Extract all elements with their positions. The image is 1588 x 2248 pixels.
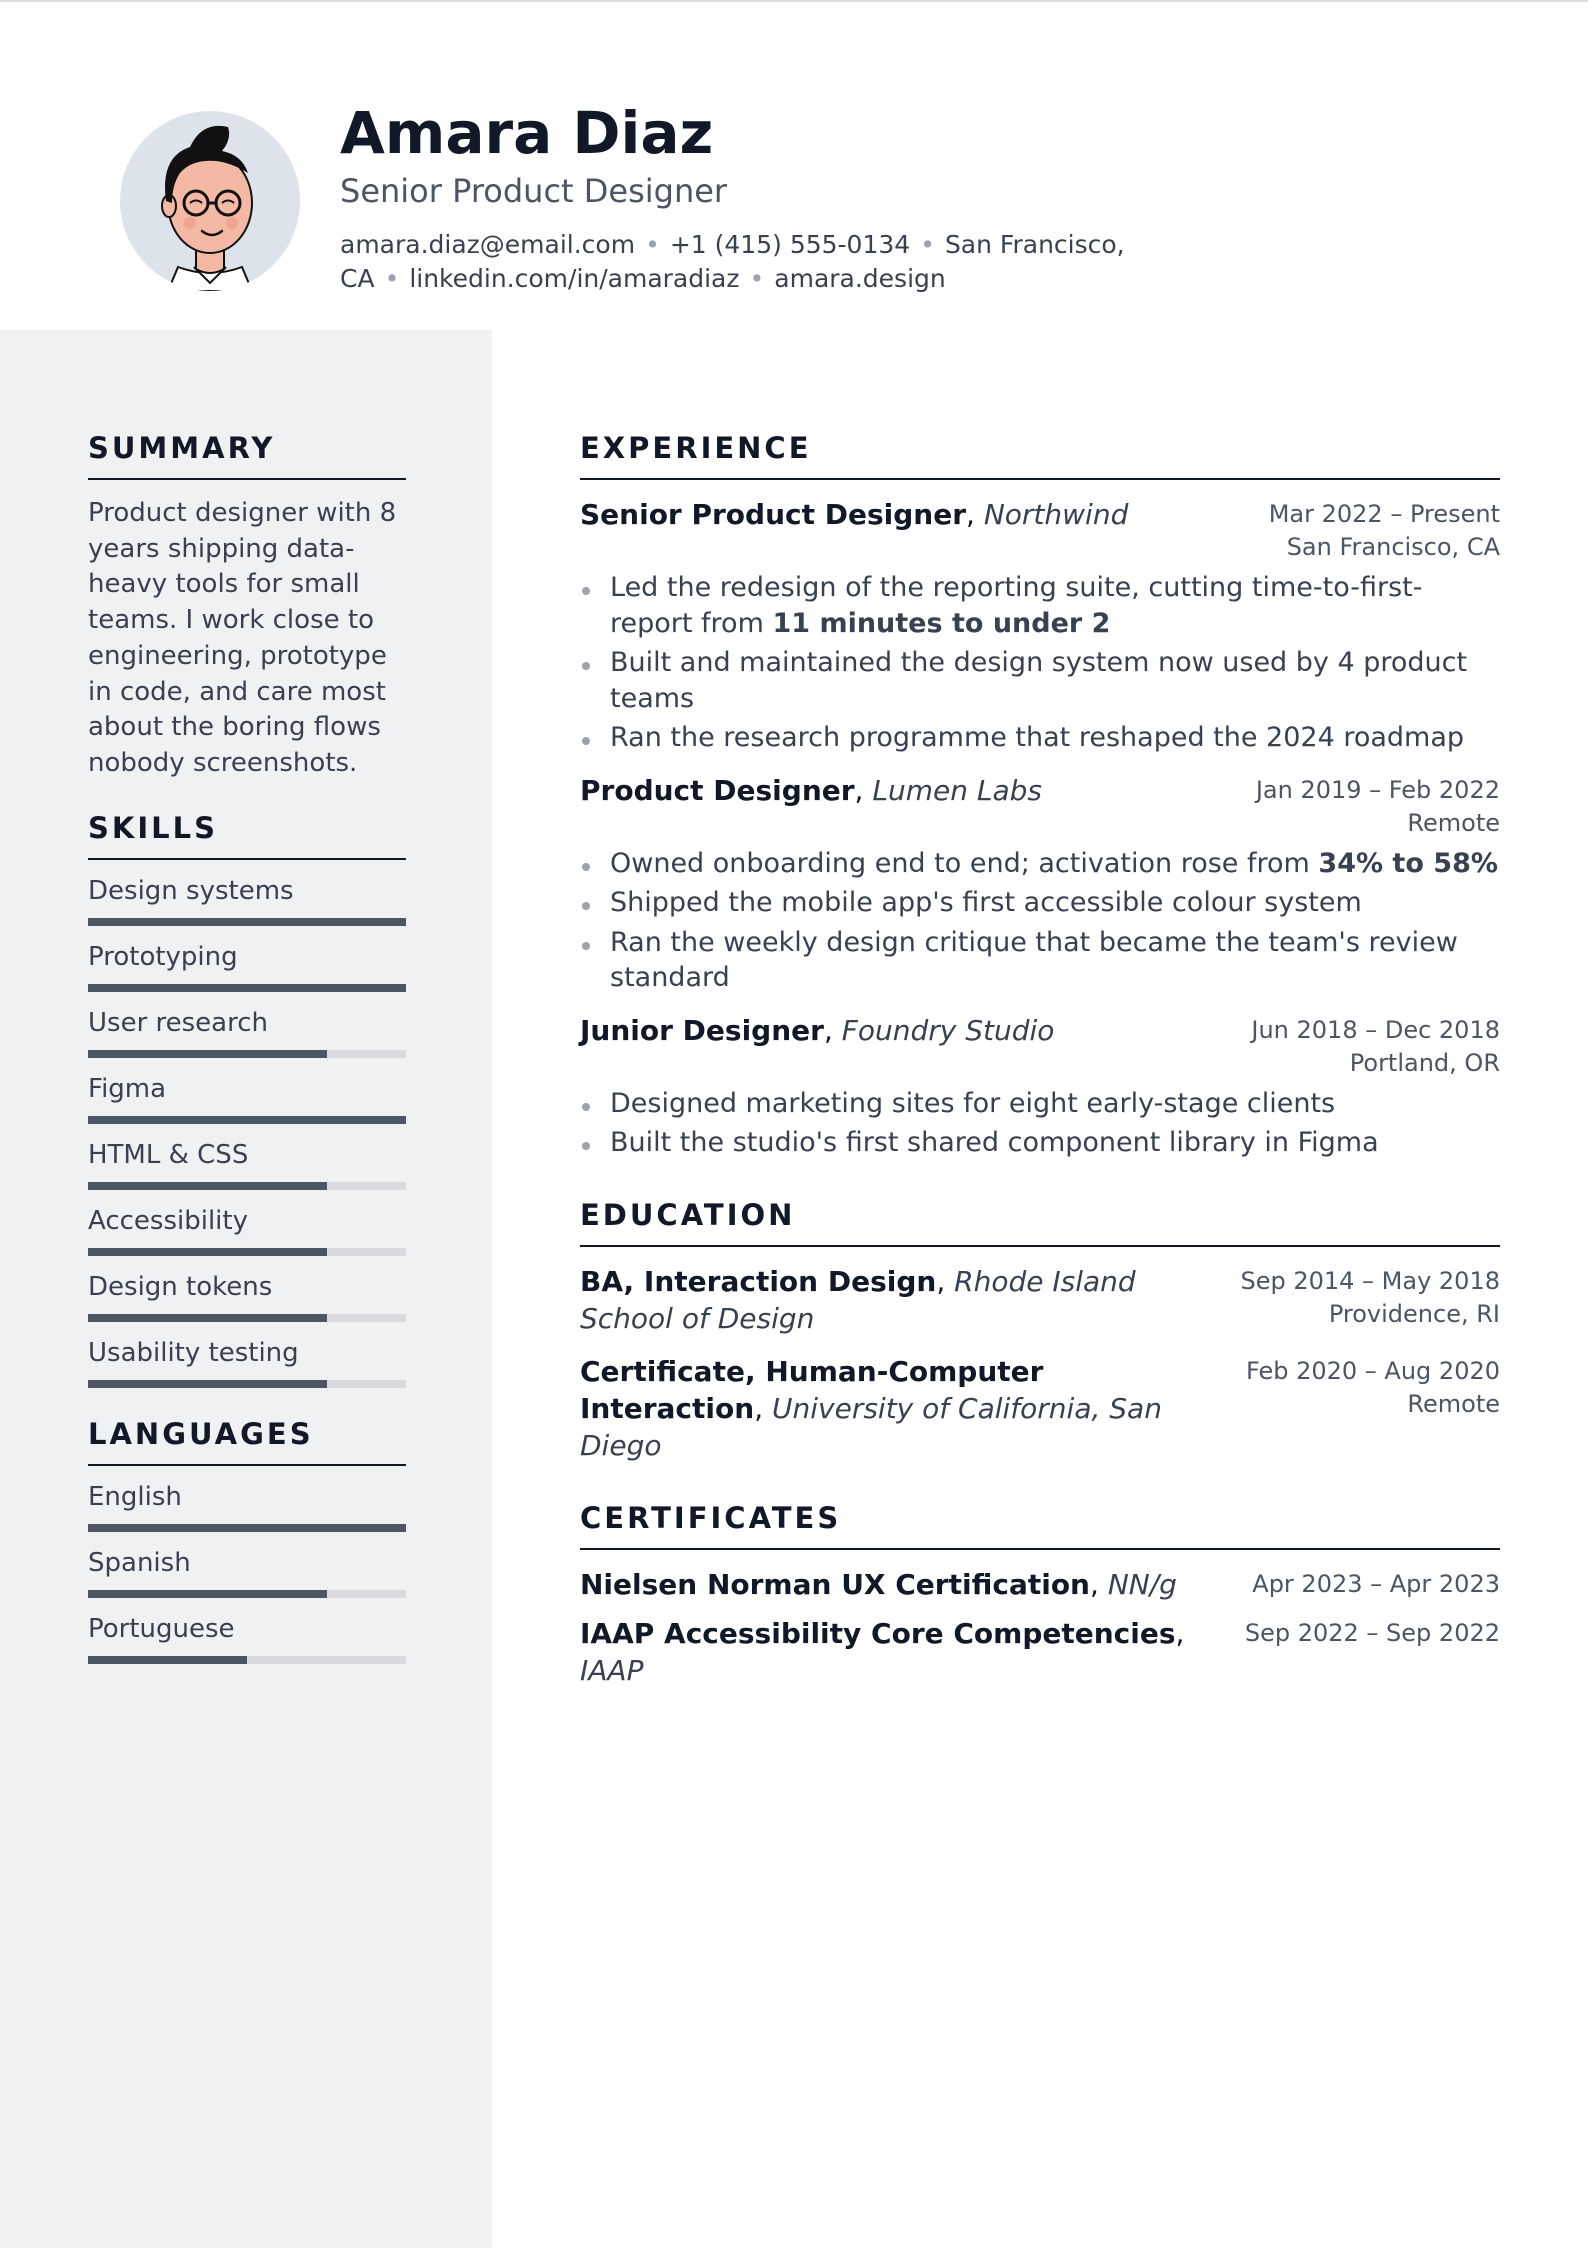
experience-entry — [580, 1012, 1500, 1161]
skill-level-bar — [88, 1182, 406, 1190]
language-level-fill — [88, 1656, 247, 1664]
entry-header — [580, 1012, 1500, 1080]
candidate-name: Amara Diaz — [340, 99, 714, 167]
skill-name: Design tokens — [88, 1271, 273, 1302]
skill-name: Prototyping — [88, 941, 238, 972]
certificates-heading: CERTIFICATES — [580, 1500, 1500, 1550]
entry-meta — [1269, 496, 1500, 564]
entry-title: Certificate, Human-Computer Interaction, University of California, San Diego — [580, 1354, 1162, 1462]
main-content — [580, 430, 1500, 1689]
certificates-section — [580, 1500, 1500, 1689]
job-dates: Jan 2019 – Feb 2022 — [1255, 775, 1500, 804]
education-dates: Sep 2014 – May 2018 — [1240, 1266, 1500, 1295]
contact-separator: • — [645, 230, 660, 259]
job-bullet: Designed marketing sites for eight early-stage clients — [580, 1086, 1500, 1122]
education-entry — [580, 1263, 1500, 1337]
entry-meta — [1246, 1353, 1500, 1421]
language-name: English — [88, 1481, 182, 1512]
entry-title: Product Designer, Lumen Labs — [580, 773, 1042, 807]
sidebar — [0, 330, 492, 2248]
education-dates: Feb 2020 – Aug 2020 — [1245, 1356, 1500, 1385]
job-bullet: Led the redesign of the reporting suite, cutting time-to-first-report from 11 minutes to under 2 — [580, 570, 1500, 641]
job-bullet: Built the studio's first shared component library in Figma — [580, 1125, 1500, 1161]
entry-header — [580, 772, 1500, 840]
contact-separator: • — [384, 264, 400, 293]
job-company: Northwind — [983, 498, 1129, 531]
skill-level-bar — [88, 1050, 406, 1058]
job-position: Product Designer — [580, 773, 855, 807]
entry-title: Nielsen Norman UX Certification, NN/g — [580, 1567, 1177, 1601]
avatar — [120, 111, 300, 291]
skill-item — [88, 1336, 406, 1388]
contact-separator: • — [749, 264, 765, 293]
language-level-fill — [88, 1590, 327, 1598]
job-location: San Francisco, CA — [1286, 533, 1500, 561]
education-location: Remote — [1407, 1389, 1500, 1418]
job-location: Portland, OR — [1349, 1048, 1500, 1077]
contact-email[interactable]: amara.diaz@email.com — [340, 230, 636, 259]
entry-meta — [1240, 1263, 1500, 1331]
certificate-dates: Sep 2022 – Sep 2022 — [1244, 1618, 1500, 1647]
skill-level-fill — [88, 1248, 327, 1256]
entry-meta — [1256, 772, 1500, 840]
school: Rhode Island School of Design — [580, 1264, 1136, 1335]
skill-level-fill — [88, 1182, 327, 1190]
avatar-illustration — [120, 111, 300, 291]
skill-level-bar — [88, 918, 406, 926]
entry-meta — [1251, 1012, 1500, 1080]
entry-header — [580, 1566, 1500, 1603]
experience-entry — [580, 772, 1500, 996]
education-location: Providence, RI — [1328, 1299, 1500, 1328]
bullet-highlight: 34% to 58% — [1318, 847, 1498, 879]
degree: BA, Interaction Design — [580, 1264, 937, 1298]
top-divider — [0, 0, 1588, 2]
skill-level-fill — [88, 1050, 327, 1058]
language-item — [88, 1546, 406, 1598]
summary-text: Product designer with 8 years shipping data-heavy tools for small teams. I work close to engineering, prototype in code, and care most about the boring flows nobody screenshots. — [88, 498, 397, 778]
skills-heading: SKILLS — [88, 810, 406, 860]
certificate-entry — [580, 1615, 1500, 1689]
skill-item — [88, 940, 406, 992]
entry-header — [580, 1263, 1500, 1337]
skill-level-bar — [88, 984, 406, 992]
skill-level-fill — [88, 1116, 406, 1124]
job-bullets — [580, 570, 1500, 756]
experience-entry — [580, 496, 1500, 756]
language-name: Portuguese — [88, 1613, 235, 1644]
skill-name: HTML & CSS — [88, 1139, 249, 1170]
job-position: Junior Designer — [580, 1013, 824, 1047]
education-heading: EDUCATION — [580, 1197, 1500, 1247]
skill-level-fill — [88, 918, 406, 926]
school: University of California, San Diego — [580, 1391, 1162, 1462]
skill-level-bar — [88, 1116, 406, 1124]
entry-title: IAAP Accessibility Core Competencies, IAAP — [580, 1616, 1185, 1687]
skill-item — [88, 874, 406, 926]
skill-item — [88, 1072, 406, 1124]
entry-header — [580, 1615, 1500, 1689]
sidebar-content — [88, 430, 406, 1664]
certificate-issuer: NN/g — [1107, 1567, 1177, 1601]
education-section — [580, 1197, 1500, 1464]
skill-level-fill — [88, 1314, 327, 1322]
skill-level-fill — [88, 984, 406, 992]
language-level-bar — [88, 1524, 406, 1532]
language-level-bar — [88, 1656, 406, 1664]
entry-title: Senior Product Designer, Northwind — [580, 498, 1129, 531]
skill-level-fill — [88, 1380, 327, 1388]
certificate-name: IAAP Accessibility Core Competencies — [580, 1616, 1176, 1650]
language-level-bar — [88, 1590, 406, 1598]
entry-title: Junior Designer, Foundry Studio — [580, 1013, 1055, 1047]
summary-heading: SUMMARY — [88, 430, 406, 480]
education-entry — [580, 1353, 1500, 1464]
language-level-fill — [88, 1524, 406, 1532]
skill-item — [88, 1006, 406, 1058]
experience-heading: EXPERIENCE — [580, 430, 1500, 480]
contact-linkedin[interactable]: linkedin.com/in/amaradiaz — [409, 264, 740, 293]
job-bullet: Owned onboarding end to end; activation rose from 34% to 58% — [580, 846, 1500, 882]
job-bullet: Shipped the mobile app's first accessible colour system — [580, 885, 1500, 921]
languages-section — [88, 1416, 406, 1664]
language-item — [88, 1612, 406, 1664]
language-name: Spanish — [88, 1547, 191, 1578]
certificate-name: Nielsen Norman UX Certification — [580, 1567, 1090, 1601]
skill-name: Accessibility — [88, 1205, 248, 1236]
contact-website[interactable]: amara.design — [774, 264, 946, 293]
degree: Certificate, Human-Computer Interaction — [580, 1354, 1044, 1425]
skill-item — [88, 1138, 406, 1190]
job-company: Foundry Studio — [841, 1013, 1055, 1047]
entry-title: BA, Interaction Design, Rhode Island School of Design — [580, 1264, 1136, 1335]
job-company: Lumen Labs — [872, 773, 1042, 807]
skills-list — [88, 874, 406, 1388]
skill-level-bar — [88, 1314, 406, 1322]
job-bullets — [580, 846, 1500, 996]
skill-item — [88, 1270, 406, 1322]
contact-line — [340, 228, 1130, 296]
job-location: Remote — [1407, 808, 1500, 837]
experience-section — [580, 430, 1500, 1161]
summary-section — [88, 430, 406, 782]
contact-separator: • — [920, 230, 935, 259]
contact-phone[interactable]: +1 (415) 555-0134 — [669, 230, 911, 259]
candidate-title: Senior Product Designer — [340, 172, 728, 210]
certificate-entry — [580, 1566, 1500, 1603]
entry-header — [580, 496, 1500, 564]
entry-meta — [1252, 1566, 1500, 1601]
entry-meta — [1245, 1615, 1500, 1650]
languages-heading: LANGUAGES — [88, 1416, 406, 1466]
job-position: Senior Product Designer — [580, 498, 967, 531]
job-dates: Mar 2022 – Present — [1268, 500, 1500, 528]
job-bullets — [580, 1086, 1500, 1161]
job-bullet: Built and maintained the design system now used by 4 product teams — [580, 645, 1500, 716]
job-dates: Jun 2018 – Dec 2018 — [1251, 1015, 1500, 1044]
skill-level-bar — [88, 1248, 406, 1256]
certificate-issuer: IAAP — [580, 1653, 644, 1687]
job-bullet: Ran the weekly design critique that became the team's review standard — [580, 925, 1500, 996]
certificate-dates: Apr 2023 – Apr 2023 — [1252, 1569, 1500, 1598]
entry-header — [580, 1353, 1500, 1464]
skill-level-bar — [88, 1380, 406, 1388]
languages-list — [88, 1480, 406, 1664]
skill-name: Usability testing — [88, 1337, 299, 1368]
job-bullet: Ran the research programme that reshaped the 2024 roadmap — [580, 720, 1500, 756]
language-item — [88, 1480, 406, 1532]
contact-location: San Francisco, CA — [340, 230, 1125, 293]
bullet-highlight: 11 minutes to under 2 — [772, 607, 1111, 639]
skill-name: Design systems — [88, 875, 294, 906]
skill-name: Figma — [88, 1073, 167, 1104]
skill-item — [88, 1204, 406, 1256]
skill-name: User research — [88, 1007, 269, 1038]
skills-section — [88, 810, 406, 1388]
